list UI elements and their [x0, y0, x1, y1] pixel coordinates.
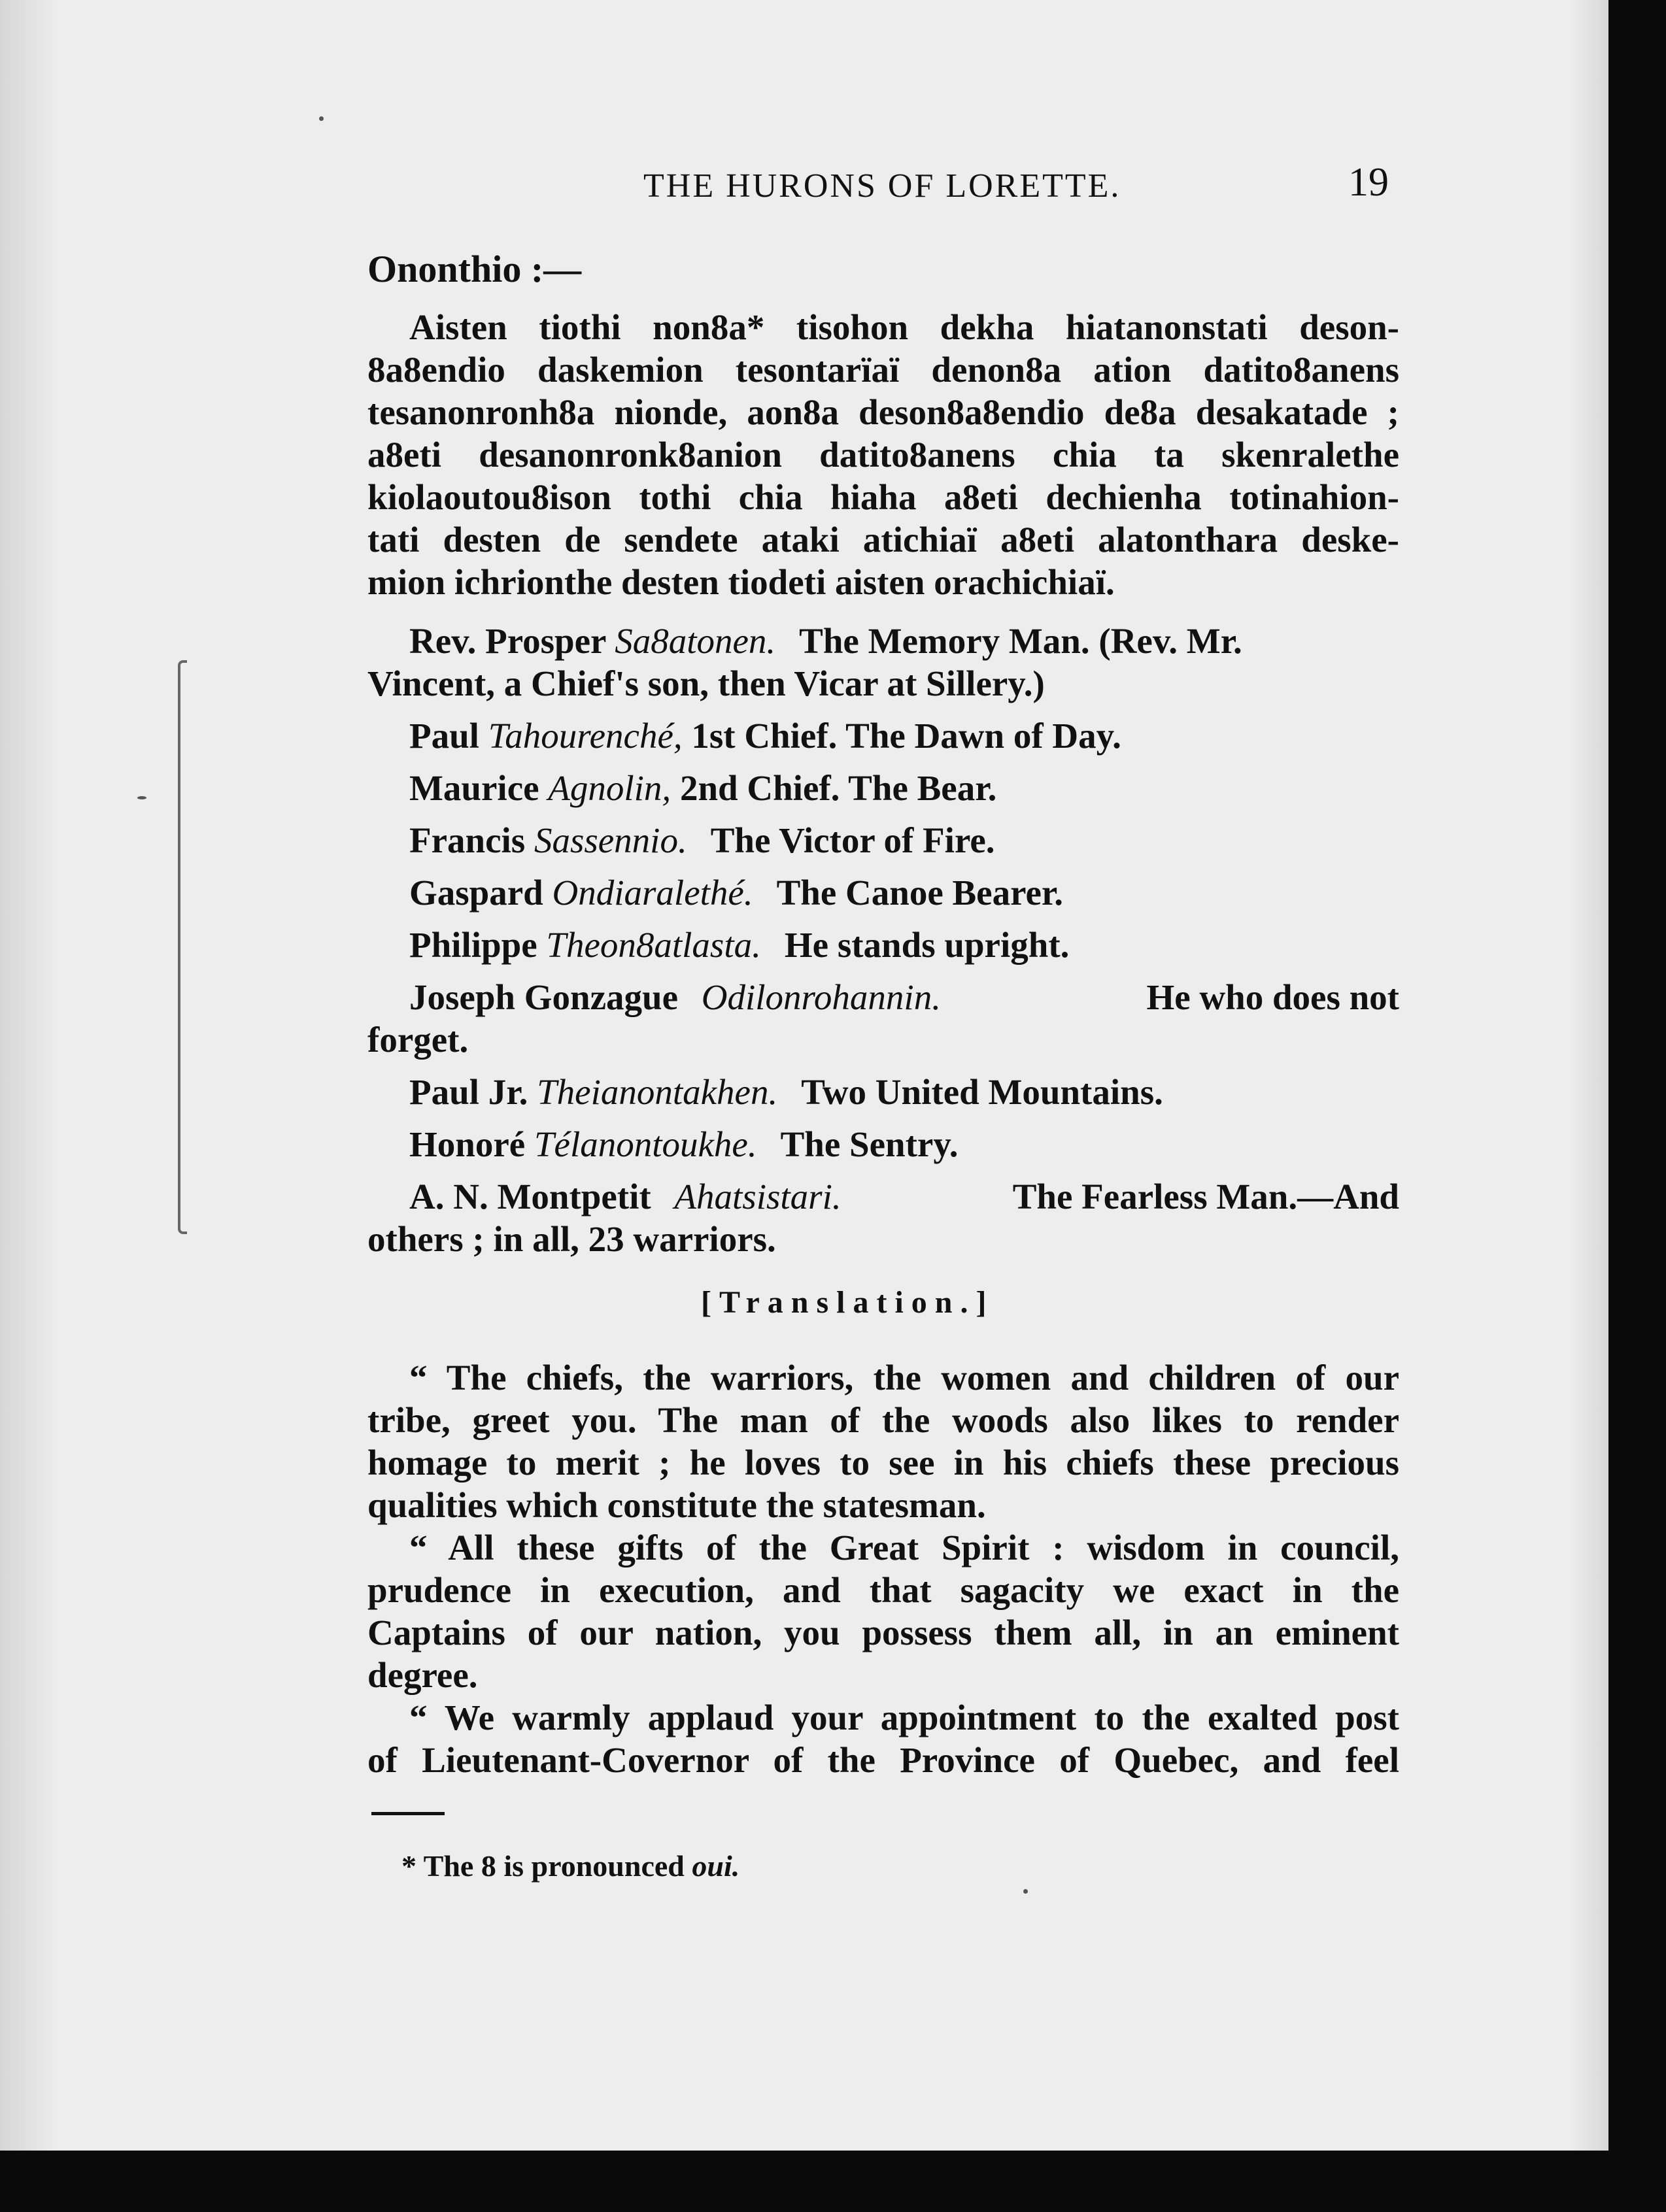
signatory-entry — [409, 819, 995, 862]
text-line: 8a8endio daskemion tesontarïaï denon8a ation datito8anens — [367, 350, 1399, 390]
signatory-prefix: Rev. Prosper — [409, 621, 606, 661]
signatory-prefix: Maurice — [409, 768, 539, 808]
signatory-entry — [409, 714, 1121, 757]
signatory-prefix: Honoré — [409, 1124, 526, 1164]
signatory-huron-name: Theianontakhen. — [537, 1072, 778, 1112]
footnote-text: The 8 is pronounced — [423, 1849, 685, 1883]
text-line: degree. — [367, 1655, 478, 1695]
footnote-marker: * — [401, 1849, 416, 1883]
signatory-prefix: Paul Jr. — [409, 1072, 528, 1112]
text-line: prudence in execution, and that sagacity we exact in the — [367, 1570, 1399, 1610]
signatory-meaning: The Canoe Bearer. — [776, 873, 1064, 913]
text-line: tesanonronh8a nionde, aon8a deson8a8endio de8a desakatade ; — [367, 392, 1399, 432]
translation-paragraph — [367, 1356, 1399, 1526]
salutation: Ononthio :— — [367, 248, 582, 290]
signatory-huron-name: Télanontoukhe. — [534, 1124, 757, 1164]
text-line: “ We warmly applaud your appointment to the exalted post — [409, 1698, 1399, 1737]
signatory-continuation: forget. — [367, 1020, 469, 1060]
footnote — [401, 1849, 740, 1883]
signatory-entry — [409, 1123, 959, 1165]
signatory-prefix: Gaspard — [409, 873, 543, 913]
running-title: THE HURONS OF LORETTE. — [643, 167, 1121, 205]
footnote-rule — [371, 1812, 445, 1815]
signatory-entry — [409, 767, 996, 809]
signatory-meaning: He who does not — [1146, 977, 1399, 1017]
text-line: “ All these gifts of the Great Spirit : wisdom in council, — [409, 1528, 1399, 1567]
signatory-prefix: A. N. Montpetit — [409, 1177, 651, 1216]
signatory-huron-name: Ondiaralethé. — [552, 873, 753, 913]
huron-address — [367, 306, 1399, 603]
text-line: kiolaoutou8ison tothi chia hiaha a8eti dechienha totinahion- — [367, 477, 1399, 517]
ink-speck — [319, 116, 324, 121]
text-line: qualities which constitute the statesman. — [367, 1485, 986, 1525]
gutter-shadow — [0, 0, 59, 2151]
text-line: mion ichrionthe desten tiodeti aisten orachichiaï. — [367, 562, 1115, 602]
signatory-huron-name: Agnolin, — [548, 768, 672, 808]
signatory-entry — [409, 871, 1063, 914]
signatory-meaning: 2nd Chief. The Bear. — [679, 768, 997, 808]
text-line: homage to merit ; he loves to see in his chiefs these precious — [367, 1443, 1399, 1483]
text-line: tati desten de sendete ataki atichiaï a8eti alatonthara deske- — [367, 520, 1399, 560]
signatory-meaning: The Victor of Fire. — [710, 820, 995, 860]
signatory-entry — [409, 1175, 1399, 1218]
signatory-prefix: Francis — [409, 820, 526, 860]
text-line: Aisten tiothi non8a* tisohon dekha hiatanonstati deson- — [409, 307, 1399, 347]
text-line: of Lieutenant-Covernor of the Province of Quebec, and feel — [367, 1740, 1399, 1780]
signatory-huron-name: Ahatsistari. — [674, 1177, 842, 1216]
ink-speck — [137, 796, 146, 799]
signatory-continuation: others ; in all, 23 warriors. — [367, 1219, 776, 1259]
page-edge — [1569, 0, 1608, 2151]
signatory-prefix: Philippe — [409, 925, 537, 965]
signatory-huron-name: Sa8atonen. — [615, 621, 776, 661]
signatory-huron-name: Odilonrohannin. — [701, 977, 941, 1017]
signatory-prefix: Paul — [409, 716, 479, 756]
signatory-huron-name: Sassennio. — [534, 820, 687, 860]
translation-heading: [Translation.] — [701, 1285, 994, 1320]
text-line: Captains of our nation, you possess them all, in an eminent — [367, 1613, 1399, 1652]
text-line: tribe, greet you. The man of the woods also likes to render — [367, 1400, 1399, 1440]
signatory-entry — [409, 976, 1399, 1018]
signatory-continuation: Vincent, a Chief's son, then Vicar at Sillery.) — [367, 663, 1045, 703]
signatory-meaning: He stands upright. — [784, 925, 1070, 965]
signatory-meaning: Two United Mountains. — [801, 1072, 1163, 1112]
signatory-meaning: The Memory Man. (Rev. Mr. — [799, 621, 1242, 661]
signatory-huron-name: Tahourenché, — [488, 716, 683, 756]
text-line: “ The chiefs, the warriors, the women and children of our — [409, 1358, 1399, 1398]
signatory-meaning: 1st Chief. The Dawn of Day. — [691, 716, 1121, 756]
signatory-entry — [409, 1071, 1163, 1113]
signatory-huron-name: Theon8atlasta. — [546, 925, 761, 965]
text-line: a8eti desanonronk8anion datito8anens chia ta skenralethe — [367, 435, 1399, 475]
signatory-entry — [409, 924, 1069, 966]
translation-paragraph — [367, 1526, 1399, 1696]
ink-speck — [1023, 1889, 1028, 1894]
signatory-meaning: The Fearless Man.—And — [1012, 1177, 1399, 1216]
margin-bracket-mark — [178, 660, 187, 1234]
page-number: 19 — [1348, 160, 1389, 205]
translation-paragraph — [367, 1696, 1399, 1781]
signatory-prefix: Joseph Gonzague — [409, 977, 679, 1017]
signatory-meaning: The Sentry. — [780, 1124, 959, 1164]
signatory-entry — [409, 620, 1242, 662]
footnote-italic: oui. — [692, 1849, 740, 1883]
